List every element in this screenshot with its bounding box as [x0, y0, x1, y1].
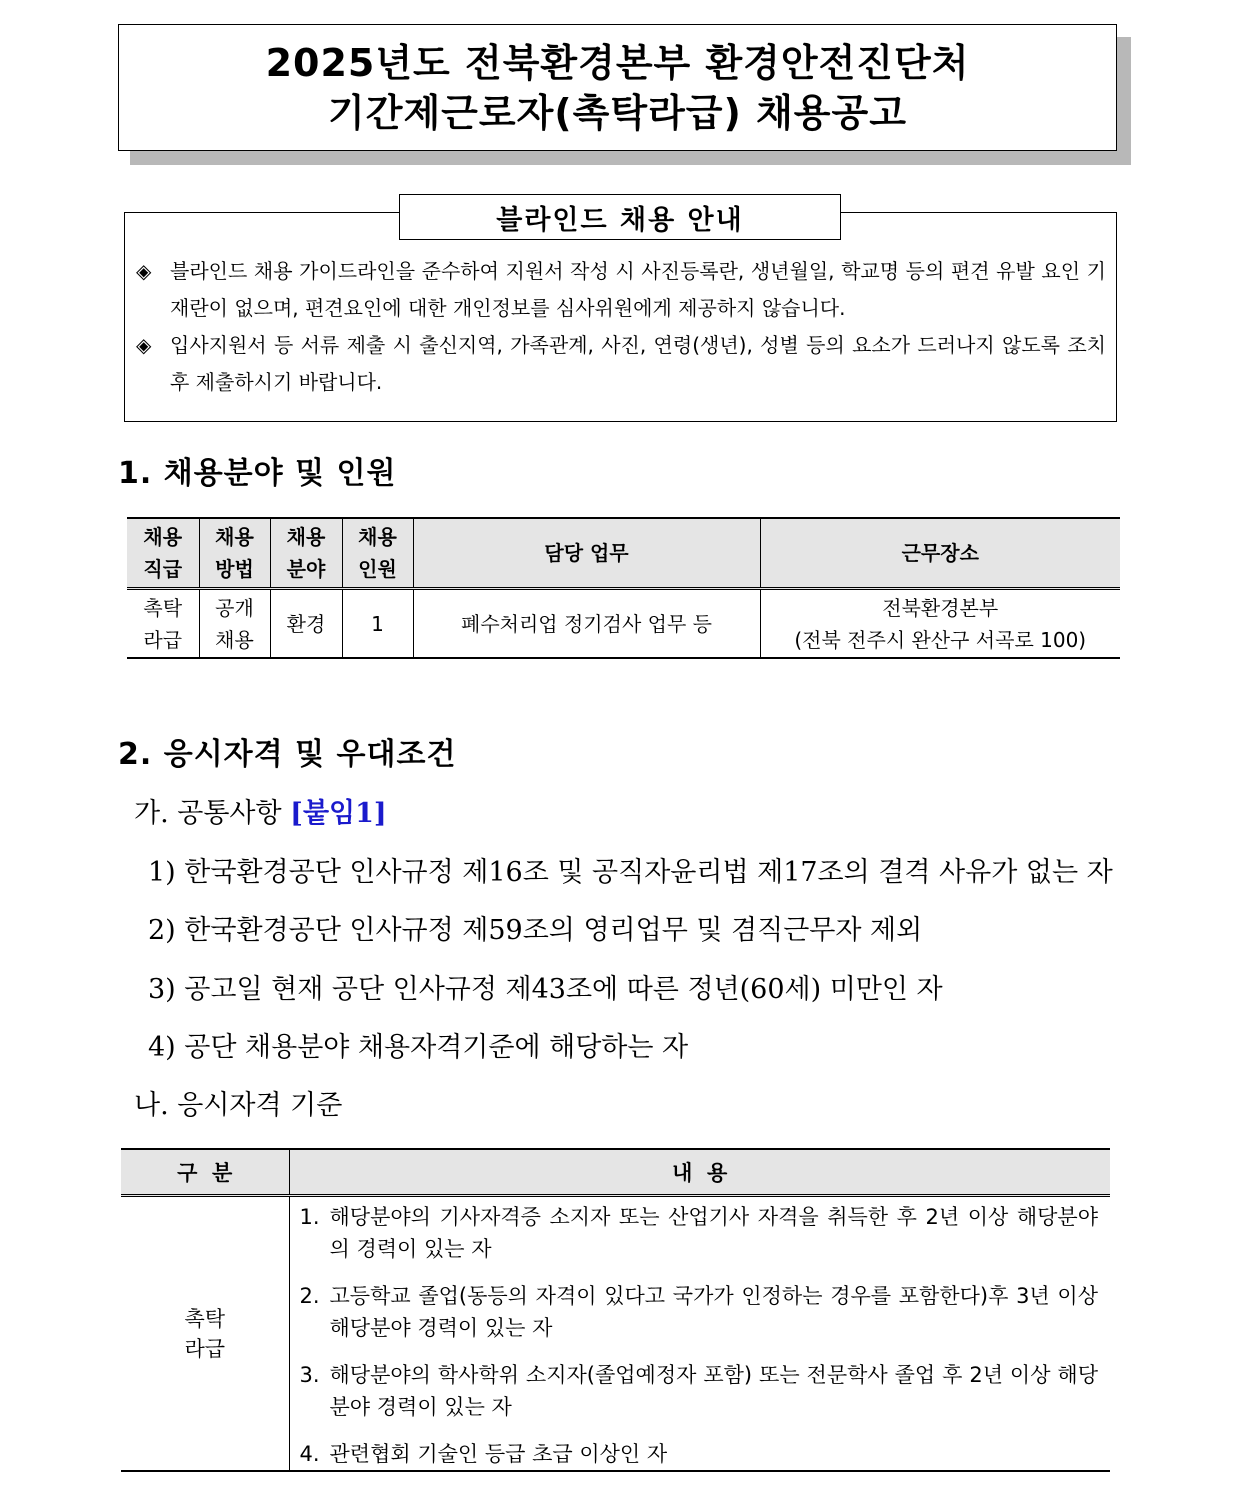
criteria-item: 3. 해당분야의 학사학위 소지자(졸업예정자 포함) 또는 전문학사 졸업 후 2년 이상 해당분야 경력이 있는 자	[299, 1363, 1098, 1419]
blind-notice-text: 입사지원서 등 서류 제출 시 출신지역, 가족관계, 사진, 연령(생년), 성별 등의 요소가 드러나지 않도록 조치 후 제출하시기 바랍니다.	[170, 333, 1106, 394]
table-row	[127, 589, 1120, 659]
criteria-item: 4. 관련협회 기술인 등급 초급 이상인 자	[299, 1442, 668, 1466]
diamond-bullet-icon: ◈	[136, 259, 152, 283]
cell-method: 공개 채용	[199, 589, 270, 659]
list-item: 1) 한국환경공단 인사규정 제16조 및 공직자윤리법 제17조의 결격 사유가 없는 자	[148, 857, 1113, 888]
cell-place: 전북환경본부 (전북 전주시 완산구 서곡로 100)	[760, 589, 1120, 659]
list-item: 3) 공고일 현재 공단 인사규정 제43조에 따른 정년(60세) 미만인 자	[148, 974, 943, 1005]
qualification-criteria-table	[121, 1148, 1110, 1472]
cell-duty: 폐수처리업 정기검사 업무 등	[413, 589, 760, 659]
criteria-item: 2. 고등학교 졸업(동등의 자격이 있다고 국가가 인정하는 경우를 포함한다)후 3년 이상 해당분야 경력이 있는 자	[299, 1284, 1098, 1340]
cell-grade: 촉탁 라급	[121, 1196, 289, 1472]
recruitment-table	[127, 517, 1120, 659]
blind-notice-text: 블라인드 채용 가이드라인을 준수하여 지원서 작성 시 사진등록란, 생년월일, 학교명 등의 편견 유발 요인 기재란이 없으며, 편견요인에 대한 개인정보를 심사위원에게 제공하지 않습니다.	[170, 259, 1106, 320]
header-category: 구 분	[121, 1149, 289, 1196]
section1-heading: 1. 채용분야 및 인원	[118, 456, 397, 491]
table-header-row	[121, 1149, 1110, 1196]
blind-notice-item	[136, 327, 1106, 401]
attachment-reference: [붙임1]	[290, 798, 387, 829]
common-requirements-label	[134, 791, 387, 830]
cell-count: 1	[342, 589, 413, 659]
header-content: 내 용	[289, 1149, 1110, 1196]
header-place: 근무장소	[760, 518, 1120, 589]
blind-notice-item	[136, 253, 1106, 327]
header-count: 채용 인원	[342, 518, 413, 589]
table-header-row	[127, 518, 1120, 589]
announcement-title-line1: 2025년도 전북환경본부 환경안전진단처	[265, 40, 970, 85]
header-field: 채용 분야	[270, 518, 342, 589]
cell-field: 환경	[270, 589, 342, 659]
criteria-item: 1. 해당분야의 기사자격증 소지자 또는 산업기사 자격을 취득한 후 2년 이상 해당분야의 경력이 있는 자	[299, 1205, 1098, 1261]
criteria-label: 나. 응시자격 기준	[134, 1090, 343, 1121]
diamond-bullet-icon: ◈	[136, 333, 152, 357]
header-method: 채용 방법	[199, 518, 270, 589]
cell-criteria	[289, 1196, 1110, 1472]
list-item: 2) 한국환경공단 인사규정 제59조의 영리업무 및 겸직근무자 제외	[148, 915, 923, 946]
announcement-title-box	[118, 24, 1117, 151]
header-grade: 채용 직급	[127, 518, 199, 589]
table-row	[121, 1196, 1110, 1472]
blind-hiring-notice-heading: 블라인드 채용 안내	[399, 194, 841, 240]
section2-heading: 2. 응시자격 및 우대조건	[118, 737, 457, 772]
cell-grade: 촉탁 라급	[127, 589, 199, 659]
announcement-title-line2: 기간제근로자(촉탁라급) 채용공고	[328, 90, 907, 135]
common-label-text: 가. 공통사항	[134, 798, 282, 829]
header-duty: 담당 업무	[413, 518, 760, 589]
list-item: 4) 공단 채용분야 채용자격기준에 해당하는 자	[148, 1032, 689, 1063]
